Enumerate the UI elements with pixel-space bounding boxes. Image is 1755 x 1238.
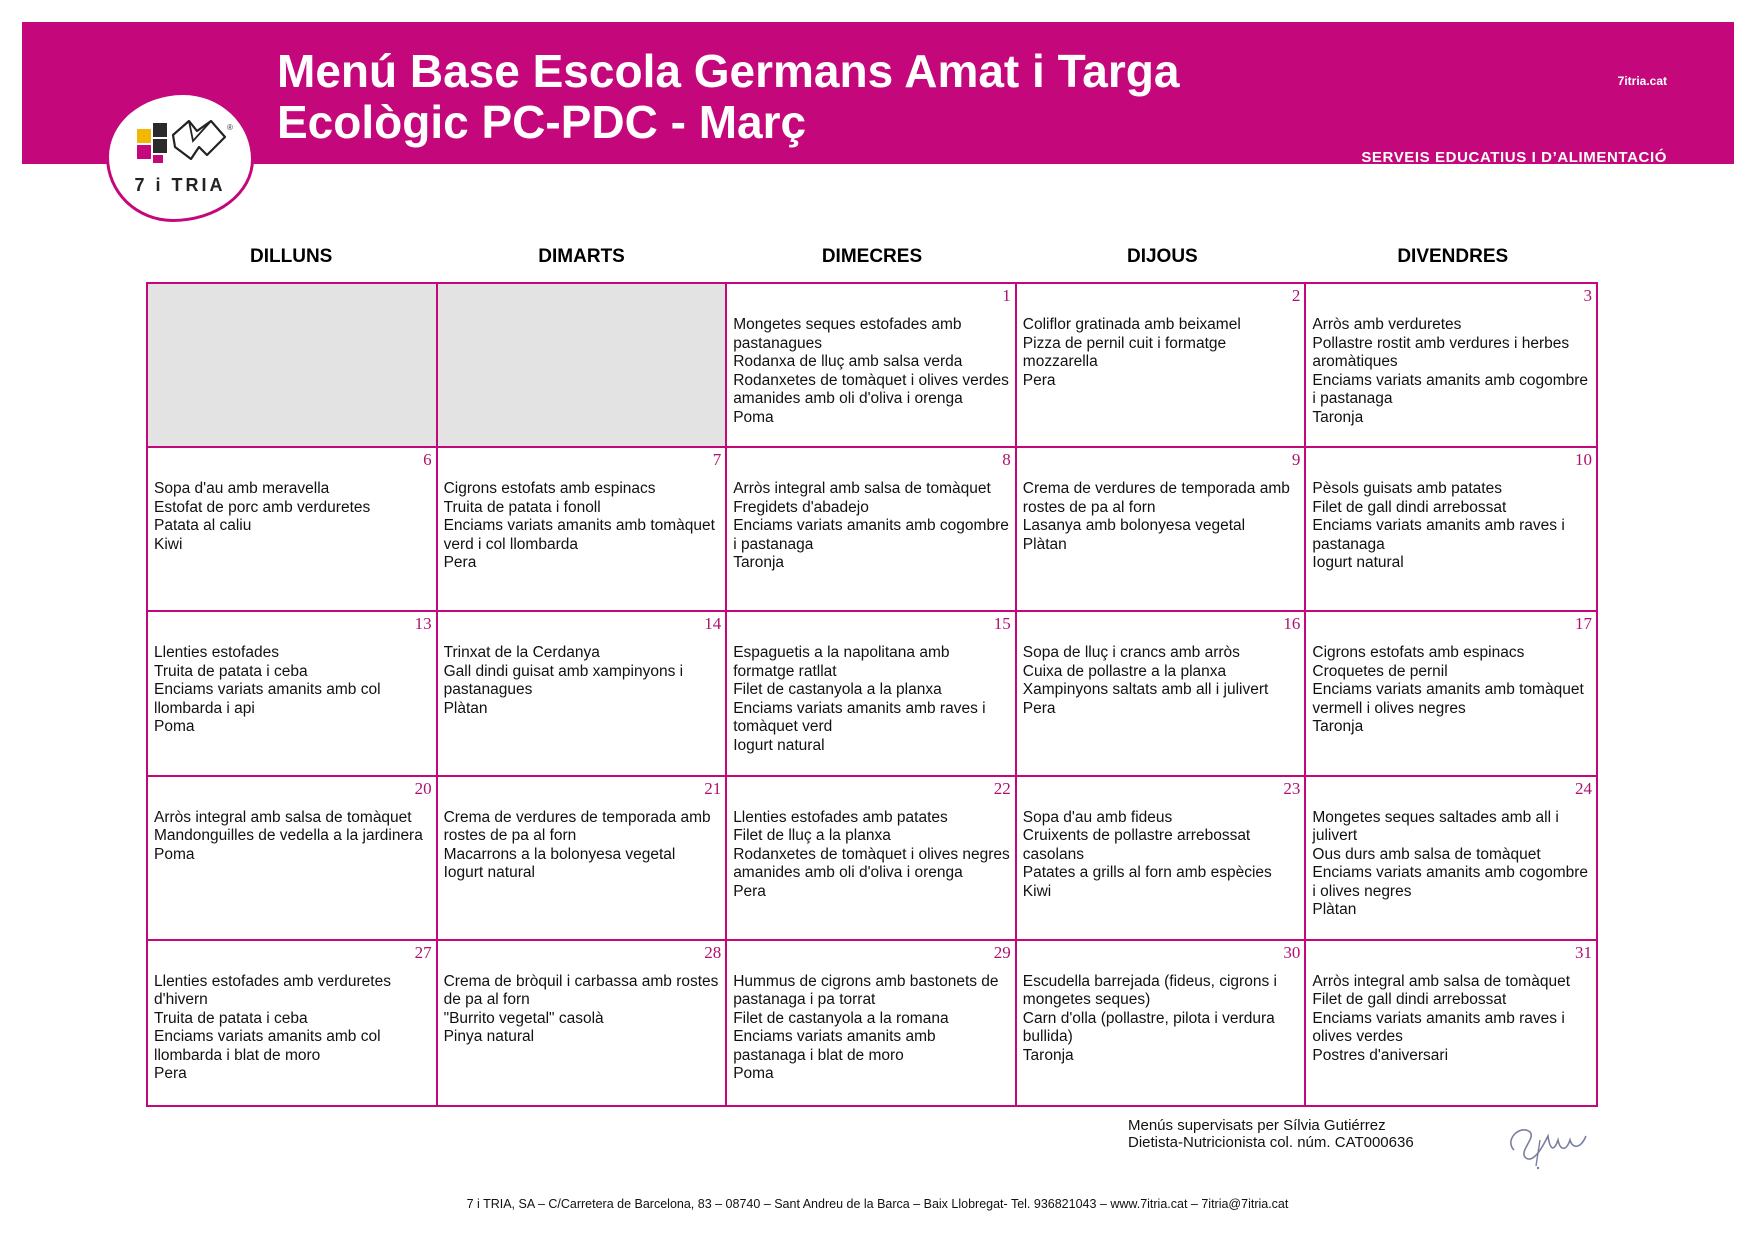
calendar-cell [1017,284,1307,448]
calendar-cell [438,612,728,776]
brand-url[interactable]: 7itria.cat [1617,74,1667,88]
menu-dish: Crema de bròquil i carbassa amb rostes de pa al forn [443,972,723,1009]
calendar-cell [148,612,438,776]
menu-dish: Coliflor gratinada amb beixamel [1022,316,1241,333]
menu-dish: Hummus de cigrons amb bastonets de pastanaga i pa torrat [733,972,1003,1009]
menu-calendar [146,282,1598,1107]
menu-dish: Filet de lluç a la planxa [733,827,891,845]
menu-dish: Enciams variats amanits amb raves i olives verdes [1312,1009,1570,1046]
menu-dish: Escudella barrejada (fideus, cigrons i mongetes seques) [1022,972,1282,1009]
page-title: Menú Base Escola Germans Amat i Targa [277,45,1180,97]
menu-dish: Plàtan [443,699,488,717]
day-number: 14 [704,614,722,634]
menu-dish: Taronja [1312,408,1364,426]
menu-dish: Pera [154,1065,187,1083]
menu-dish: Cruixents de pollastre arrebossat casolans [1022,827,1255,863]
menu-dish: Pera [443,554,477,572]
menu-dish: Enciams variats amanits amb cogombre i olives negres [1312,864,1593,900]
calendar-cell [727,941,1017,1105]
calendar-cell-empty [148,284,438,448]
day-number: 30 [1283,942,1301,962]
day-number: 9 [1291,450,1301,470]
registered-icon: ® [227,123,233,132]
menu-dish: Patata al caliu [154,517,252,535]
menu-dish: Pera [1022,699,1056,717]
menu-dish: "Burrito vegetal" casolà [443,1009,604,1027]
menu-dish: Arròs integral amb salsa de tomàquet [733,480,991,498]
menu-dish: Poma [733,408,774,426]
day-header: DIMARTS [538,246,625,267]
menu-dish: Filet de gall dindi arrebossat [1312,991,1507,1009]
menu-dish: Arròs amb verduretes [1312,316,1462,333]
calendar-cell [1306,448,1596,612]
day-header: DIVENDRES [1397,246,1509,267]
day-number: 31 [1575,942,1592,962]
menu-dish: Fregidets d'abadejo [733,498,869,516]
menu-dish: Arròs integral amb salsa de tomàquet [1312,972,1570,990]
menu-dish: Carn d'olla (pollastre, pilota i verdura bullida) [1022,1009,1280,1046]
menu-dish: Kiwi [154,535,183,553]
menu-dish: Pera [1022,371,1056,389]
menu-dish: Enciams variats amanits amb col llombarda i blat de moro [154,1028,385,1064]
footer-contact: 7 i TRIA, SA – C/Carretera de Barcelona, 83 – 08740 – Sant Andreu de la Barca – Baix Llobregat- Tel. 936821043 – www.7itria.cat – 7itria@7itria.cat [466,1197,1289,1211]
menu-dish: Filet de castanyola a la romana [733,1009,949,1027]
day-number: 10 [1575,450,1592,470]
calendar-cell [1306,941,1596,1105]
menu-dish: Poma [154,718,195,736]
menu-dish: Iogurt natural [733,736,825,754]
day-number: 22 [993,778,1011,798]
day-number: 3 [1583,286,1592,305]
menu-dish: Sopa d'au amb meravella [154,480,330,498]
menu-dish: Crema de verdures de temporada amb rostes de pa al forn [1022,480,1295,516]
menu-dish: Postres d'aniversari [1312,1046,1449,1064]
calendar-cell [1017,941,1307,1105]
menu-dish: Macarrons a la bolonyesa vegetal [443,845,676,863]
menu-dish: Enciams variats amanits amb raves i tomàquet verd [733,699,990,736]
day-number: 27 [414,942,432,962]
menu-dish: Enciams variats amanits amb cogombre i pastanaga [1312,371,1593,407]
menu-dish: Arròs integral amb salsa de tomàquet [154,808,412,826]
menu-dish: Sopa d'au amb fideus [1022,808,1173,826]
day-header: DIJOUS [1126,246,1198,267]
calendar-cell [438,941,728,1105]
calendar-cell [148,941,438,1105]
menu-dish: Iogurt natural [1312,554,1404,572]
menu-dish: Mongetes seques saltades amb all i julivert [1312,808,1564,845]
day-number: 8 [1002,450,1011,470]
menu-dish: Poma [154,845,195,863]
menu-dish: Plàtan [1312,901,1357,919]
menu-dish: Gall dindi guisat amb xampinyons i pastanagues [443,662,688,699]
menu-dish: Pinya natural [443,1028,535,1046]
menu-dish: Cigrons estofats amb espinacs [1312,644,1525,662]
calendar-cell [727,777,1017,941]
menu-dish: Plàtan [1022,535,1067,553]
day-number: 13 [414,614,432,634]
logo-bird-icon [171,117,227,167]
calendar-cell [438,448,728,612]
menu-dish: Estofat de porc amb verduretes [154,498,371,516]
menu-dish: Enciams variats amanits amb tomàquet verd i col llombarda [443,517,720,553]
menu-dish: Enciams variats amanits amb col llombarda i api [154,681,385,717]
menu-dish: Iogurt natural [443,864,535,882]
signature-line-1: Menús supervisats per Sílvia Gutiérrez [1128,1117,1386,1134]
menu-dish: Pera [733,882,766,900]
menu-dish: Lasanya amb bolonyesa vegetal [1022,517,1246,535]
day-number: 24 [1575,778,1592,798]
menu-dish: Trinxat de la Cerdanya [443,644,600,662]
menu-dish: Enciams variats amanits amb cogombre i pastanaga [733,517,1014,553]
menu-dish: Llenties estofades [154,644,279,662]
day-number: 16 [1283,614,1301,634]
calendar-cell [1306,777,1596,941]
day-number: 28 [704,942,722,962]
menu-dish: Poma [733,1065,774,1083]
menu-dish: Rodanxa de lluç amb salsa verda [733,353,963,370]
logo-text: 7 i TRIA [134,175,226,195]
menu-dish: Truita de patata i ceba [154,1009,308,1027]
menu-dish: Llenties estofades amb verduretes d'hivern [154,972,396,1009]
day-number: 1 [1002,286,1011,305]
menu-dish: Rodanxetes de tomàquet i olives negres amanides amb oli d'oliva i orenga [733,845,1015,882]
day-headers [146,246,1598,270]
day-number: 21 [704,778,722,798]
menu-dish: Cuixa de pollastre a la planxa [1022,662,1227,680]
handwritten-signature [1500,1110,1590,1170]
company-logo [106,92,254,222]
calendar-cell [1017,612,1307,776]
calendar-cell [727,448,1017,612]
menu-dish: Taronja [733,554,785,572]
menu-dish: Pèsols guisats amb patates [1312,480,1502,498]
menu-dish: Rodanxetes de tomàquet i olives verdes amanides amb oli d'oliva i orenga [733,371,1014,407]
menu-dish: Croquetes de pernil [1312,662,1448,680]
menu-dish: Cigrons estofats amb espinacs [443,480,656,498]
menu-dish: Enciams variats amanits amb pastanaga i blat de moro [733,1028,940,1064]
menu-dish: Crema de verdures de temporada amb rostes de pa al forn [443,808,715,845]
day-number: 6 [423,450,432,470]
menu-dish: Enciams variats amanits amb tomàquet vermell i olives negres [1312,681,1589,717]
menu-dish: Ous durs amb salsa de tomàquet [1312,845,1541,863]
signature-block [1128,1117,1414,1151]
day-number: 15 [993,614,1011,634]
menu-dish: Pollastre rostit amb verdures i herbes aromàtiques [1312,334,1578,370]
page-subtitle: Ecològic PC-PDC - Març [277,96,807,148]
menu-dish: Filet de gall dindi arrebossat [1312,498,1507,516]
menu-dish: Enciams variats amanits amb raves i pastanaga [1312,517,1570,553]
calendar-cell [1306,284,1596,448]
day-number: 20 [414,778,432,798]
menu-dish: Taronja [1022,1046,1074,1064]
day-number: 17 [1575,614,1592,634]
menu-dish: Patates a grills al forn amb espècies [1022,864,1272,882]
menu-dish: Xampinyons saltats amb all i julivert [1022,681,1269,699]
day-number: 29 [993,942,1011,962]
day-number: 7 [712,450,722,470]
menu-dish: Truita de patata i ceba [154,662,308,680]
brand-tagline: SERVEIS EDUCATIUS I D’ALIMENTACIÓ [1361,149,1667,166]
calendar-cell [727,612,1017,776]
menu-dish: Filet de castanyola a la planxa [733,681,942,699]
day-header: DILLUNS [250,246,333,267]
menu-dish: Sopa de lluç i crancs amb arròs [1022,644,1240,662]
day-number: 23 [1283,778,1301,798]
signature-line-2: Dietista-Nutricionista col. núm. CAT000636 [1128,1134,1414,1151]
menu-dish: Mandonguilles de vedella a la jardinera [154,827,423,845]
calendar-cell [727,284,1017,448]
menu-dish: Truita de patata i fonoll [443,498,601,516]
calendar-cell [1017,777,1307,941]
calendar-cell [1017,448,1307,612]
day-number: 2 [1291,286,1301,305]
calendar-cell [148,777,438,941]
calendar-cell [1306,612,1596,776]
calendar-cell [438,777,728,941]
menu-dish: Llenties estofades amb patates [733,808,948,826]
menu-dish: Mongetes seques estofades amb pastanagues [733,316,966,352]
menu-dish: Espaguetis a la napolitana amb formatge ratllat [733,644,954,680]
calendar-cell [148,448,438,612]
menu-dish: Kiwi [1022,882,1052,900]
menu-dish: Pizza de pernil cuit i formatge mozzarella [1022,334,1231,370]
calendar-cell-empty [438,284,728,448]
menu-dish: Taronja [1312,718,1364,736]
day-header: DIMECRES [821,246,923,267]
